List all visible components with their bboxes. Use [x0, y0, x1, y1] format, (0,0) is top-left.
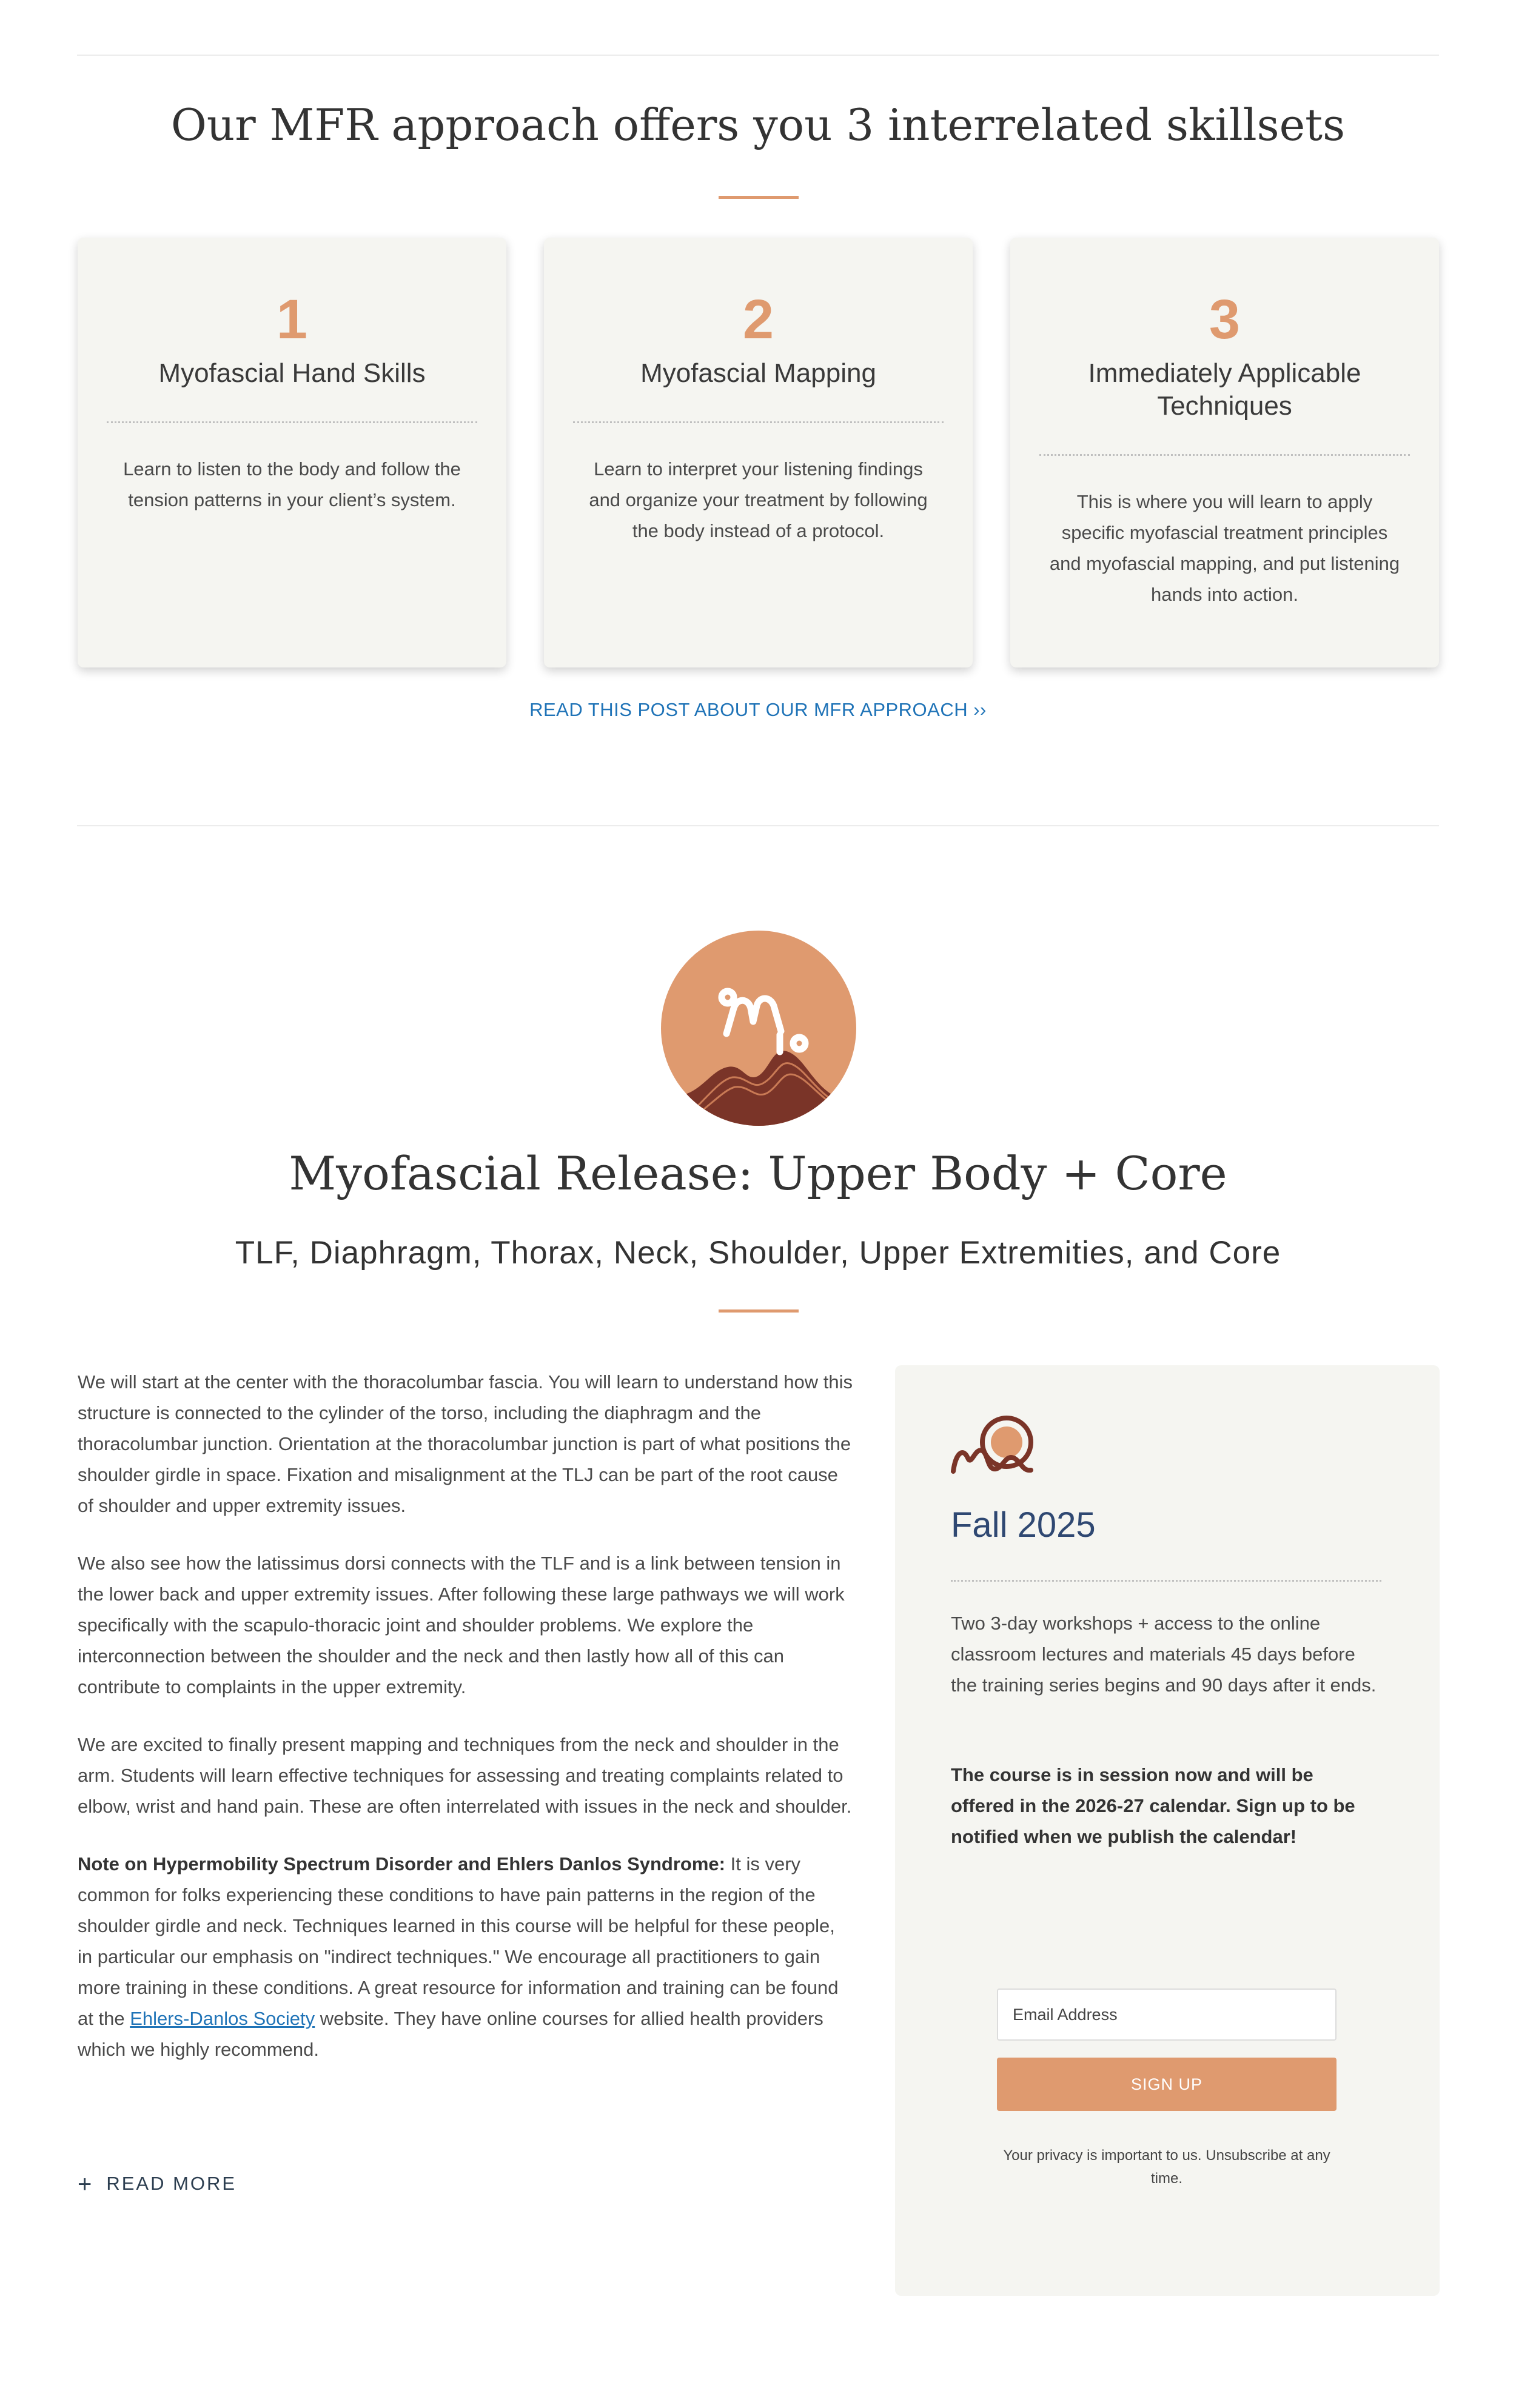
course-subtitle: TLF, Diaphragm, Thorax, Neck, Shoulder, Upper Extremities, and Core [235, 1235, 1281, 1271]
session-title: Fall 2025 [951, 1505, 1096, 1545]
read-more-button[interactable] [78, 2171, 236, 2198]
course-signup-panel [895, 1365, 1440, 2296]
ehlers-danlos-society-link[interactable]: Ehlers-Danlos Society [130, 2008, 315, 2029]
hypermobility-note [78, 1848, 854, 2065]
skills-accent-line [719, 196, 799, 199]
skill-card-2 [544, 238, 973, 667]
session-notice: The course is in session now and will be offered in the 2026-27 calendar. Sign up to be notified when we publish the calendar! [951, 1764, 1355, 1847]
course-accent-line [719, 1309, 799, 1313]
skill-divider [573, 421, 944, 423]
note-text-end: website. They have online courses for allied health providers which we highly recommend. [78, 2008, 823, 2060]
skill-divider [107, 421, 477, 423]
skill-title: Immediately Applicable Techniques [1088, 358, 1361, 421]
skill-title: Myofascial Hand Skills [158, 358, 426, 388]
section-divider [77, 825, 1439, 826]
course-paragraph: We will start at the center with the thoracolumbar fascia. You will learn to understand how this structure is connected to the cylinder of the torso, including the diaphragm and the thoracolumbar junction. Orientation at the thoracolumbar junction is part of what positions the shoulder girdle in space. Fixation and misalignment at the TLJ can be part of the root cause of shoulder and upper extremity issues. [78, 1371, 853, 1516]
skill-description: This is where you will learn to apply specific myofascial treatment principles and myofascial mapping, and put listening hands into action. [1049, 491, 1400, 605]
skills-heading: Our MFR approach offers you 3 interrelated skillsets [170, 99, 1346, 150]
mfr-approach-post-link[interactable]: READ THIS POST ABOUT OUR MFR APPROACH ›› [529, 699, 987, 720]
note-text: It is very common for folks experiencing these conditions to have pain patterns in the region of the shoulder girdle and neck. Techniques learned in this course will be helpful for these people, in particular our emphasis on "indirect techniques." We encourage all practitioners to gain more training in these conditions. A great resource for information and training can be found at the [78, 1853, 839, 2029]
skill-divider [1039, 454, 1410, 456]
skill-number: 3 [1209, 289, 1241, 350]
read-more-label: READ MORE [106, 2173, 237, 2194]
email-field[interactable] [997, 1988, 1337, 2041]
plus-icon: + [78, 2171, 92, 2198]
mountain-logo-icon [661, 931, 856, 1126]
skill-title: Myofascial Mapping [640, 358, 876, 388]
skill-number: 1 [276, 289, 308, 350]
session-description: Two 3-day workshops + access to the online classroom lectures and materials 45 days before the training series begins and 90 days after it ends. [951, 1613, 1377, 1696]
skill-card-1 [78, 238, 506, 667]
course-title: Myofascial Release: Upper Body + Core [289, 1146, 1227, 1200]
top-divider [77, 55, 1439, 56]
sun-hills-icon [951, 1411, 1036, 1477]
skill-number: 2 [742, 289, 774, 350]
course-description [78, 1366, 854, 2092]
skill-description: Learn to interpret your listening findings and organize your treatment by following the body instead of a protocol. [589, 458, 928, 541]
skill-description: Learn to listen to the body and follow the tension patterns in your client’s system. [123, 458, 461, 510]
course-paragraph: We also see how the latissimus dorsi connects with the TLF and is a link between tension in the lower back and upper extremity issues. After following these large pathways we will work specifically with the scapulo-thoracic joint and shoulder problems. We explore the interconnection between the shoulder and the neck and then lastly how all of this can contribute to complaints in the upper extremity. [78, 1553, 845, 1697]
sign-up-button[interactable]: SIGN UP [997, 2058, 1337, 2111]
session-divider [951, 1580, 1381, 1582]
privacy-note: Your privacy is important to us. Unsubscribe at any time. [1003, 2147, 1330, 2187]
skill-card-3 [1010, 238, 1439, 667]
course-paragraph: We are excited to finally present mapping and techniques from the neck and shoulder in the arm. Students will learn effective techniques for assessing and treating complaints related to elbow, wrist and hand pain. These are often interrelated with issues in the neck and shoulder. [78, 1734, 852, 1817]
note-label: Note on Hypermobility Spectrum Disorder and Ehlers Danlos Syndrome: [78, 1853, 725, 1875]
